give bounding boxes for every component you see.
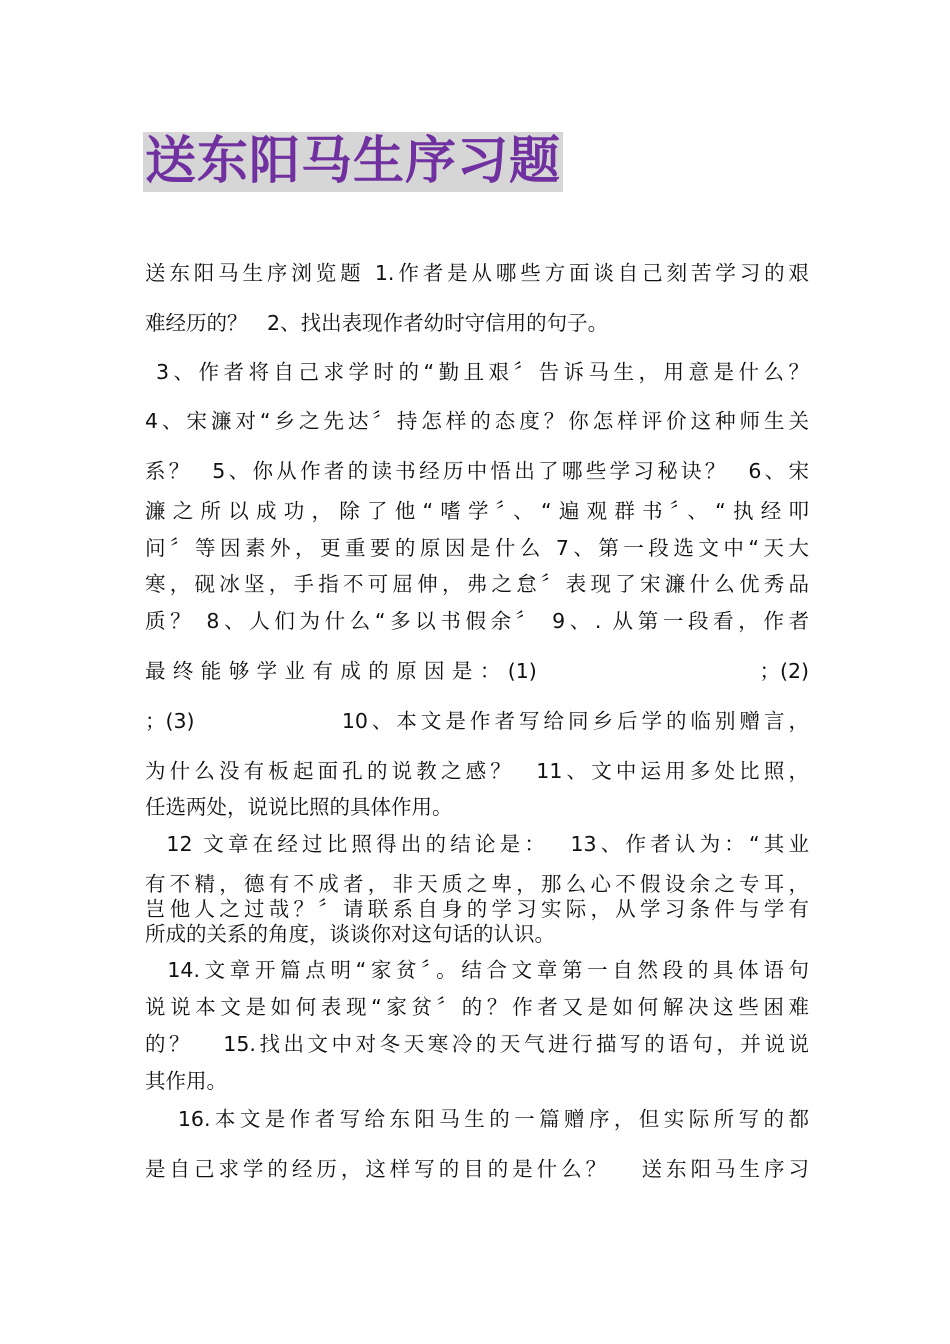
paragraph-line: 12 文章在经过比照得出的结论是： 13、作者认为：“其业 xyxy=(145,832,809,856)
paragraph-line: 其作用。 xyxy=(145,1069,227,1093)
page-title: 送东阳马生序习题 xyxy=(145,132,562,191)
paragraph-line: 14.文章开篇点明“家贫〞。结合文章第一自然段的具体语句 xyxy=(145,958,809,982)
paragraph-line: 难经历的？ 2、找出表现作者幼时守信用的句子。 xyxy=(145,311,609,335)
paragraph-line: 16.本文是作者写给东阳马生的一篇赠序，但实际所写的都 xyxy=(145,1107,809,1131)
paragraph-line: 送东阳马生序浏览题 1.作者是从哪些方面谈自己刻苦学习的艰 xyxy=(145,261,809,285)
paragraph-line: 最终能够学业有成的原因是：(1) ；(2) xyxy=(145,659,809,683)
paragraph-line: 3、作者将自己求学时的“勤且艰〞告诉马生，用意是什么？ xyxy=(145,360,809,384)
paragraph-line: 任选两处，说说比照的具体作用。 xyxy=(145,795,453,819)
paragraph-line: 寒，砚冰坚，手指不可屈伸，弗之怠〞表现了宋濂什么优秀品 xyxy=(145,572,809,596)
paragraph-line: 岂他人之过哉？〞请联系自身的学习实际，从学习条件与学有 xyxy=(145,897,809,921)
paragraph-line: 质？ 8、人们为什么“多以书假余〞 9、. 从第一段看，作者 xyxy=(145,609,809,633)
paragraph-line: 系？ 5、你从作者的读书经历中悟出了哪些学习秘诀？ 6、宋 xyxy=(145,459,809,483)
paragraph-line: 说说本文是如何表现“家贫〞的？作者又是如何解决这些困难 xyxy=(145,995,809,1019)
paragraph-line: 濂之所以成功，除了他“嗜学〞、“遍观群书〞、“执经叩 xyxy=(145,499,809,523)
paragraph-line: 是自己求学的经历，这样写的目的是什么？ 送东阳马生序习 xyxy=(145,1157,809,1181)
paragraph-line: 所成的关系的角度，谈谈你对这句话的认识。 xyxy=(145,922,555,946)
paragraph-line: 4、宋濂对“乡之先达〞持怎样的态度？你怎样评价这种师生关 xyxy=(145,409,809,433)
paragraph-line: ；(3) 10、本文是作者写给同乡后学的临别赠言， xyxy=(145,709,809,733)
paragraph-line: 有不精，德有不成者，非天质之卑，那么心不假设余之专耳， xyxy=(145,872,809,896)
paragraph-line: 的？ 15.找出文中对冬天寒冷的天气进行描写的语句，并说说 xyxy=(145,1032,809,1056)
paragraph-line: 为什么没有板起面孔的说教之感？ 11、文中运用多处比照， xyxy=(145,759,809,783)
paragraph-line: 问〞等因素外，更重要的原因是什么 7、第一段选文中“天大 xyxy=(145,536,809,560)
